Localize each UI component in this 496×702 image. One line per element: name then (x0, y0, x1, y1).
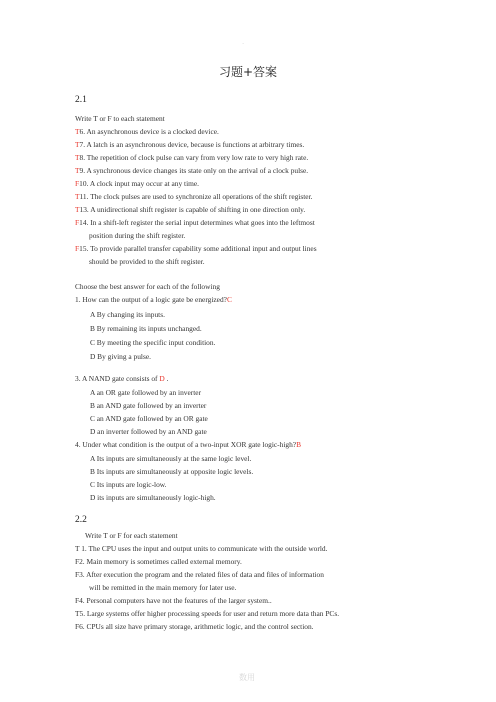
option-d: D By giving a pulse. (90, 352, 151, 361)
option-b: B an AND gate followed by an inverter (90, 401, 207, 410)
answer-mark: T (75, 166, 80, 175)
statement-text: A unidirectional shift register is capable of shifting in one direction only. (88, 205, 306, 214)
option-c: C By meeting the specific input condition. (90, 338, 216, 347)
statement-line: F2. Main memory is sometimes called external memory. (75, 557, 242, 566)
statement-text: A latch is an asynchronous device, because is functions at arbitrary times. (85, 140, 305, 149)
statement-line (75, 192, 312, 202)
statement-number: 14. (79, 218, 89, 227)
statement-line (75, 218, 315, 228)
statement-line: F3. After execution the program and the related files of data and files of information (75, 570, 324, 579)
question-text: 3. A NAND gate consists of (75, 374, 160, 383)
statement-continuation: should be provided to the shift register. (89, 257, 205, 266)
option-c: C an AND gate followed by an OR gate (90, 414, 208, 423)
statement-line: T5. Large systems offer higher processing speeds for user and return more data than PCs. (75, 609, 340, 618)
statement-text: A clock input may occur at any time. (88, 179, 199, 188)
question-text: 1. How can the output of a logic gate be energized? (75, 295, 227, 304)
statement-line: T 1. The CPU uses the input and output units to communicate with the outside world. (75, 544, 328, 553)
statement-text: An asynchronous device is a clocked device. (85, 127, 219, 136)
statement-number: 6. (79, 127, 86, 136)
question-4 (75, 440, 301, 450)
statement-number: 10. (79, 179, 89, 188)
answer-mark: D (159, 374, 165, 383)
statement-line: F4. Personal computers have not the features of the larger system.. (75, 596, 272, 605)
statement-number: 9. (79, 166, 86, 175)
answer-mark: F (75, 218, 80, 227)
option-d: D an inverter followed by an AND gate (90, 427, 207, 436)
question-3 (75, 374, 168, 384)
statement-line (75, 244, 317, 254)
answer-mark: F (75, 179, 80, 188)
option-a: A By changing its inputs. (90, 310, 165, 319)
statement-text: A synchronous device changes its state only on the arrival of a clock pulse. (85, 166, 309, 175)
statement-text: In a shift-left register the serial input determines what goes into the leftmost (88, 218, 315, 227)
section-2-1-instruction: Write T or F to each statement (75, 114, 165, 123)
header-mark: · (242, 40, 245, 48)
answer-mark: C (226, 295, 232, 304)
statement-number: 11. (79, 192, 89, 201)
section-2-1-heading: 2.1 (75, 95, 87, 105)
answer-mark: T (75, 140, 80, 149)
choose-instruction: Choose the best answer for each of the following (75, 282, 220, 291)
question-text-end: . (164, 374, 169, 383)
statement-text: To provide parallel transfer capability some additional input and output lines (88, 244, 317, 253)
option-b: B Its inputs are simultaneously at opposite logic levels. (90, 467, 254, 476)
statement-number: 15. (79, 244, 89, 253)
statement-number: 13. (79, 205, 89, 214)
option-a: A Its inputs are simultaneously at the same logic level. (90, 454, 252, 463)
answer-mark: T (75, 127, 80, 136)
answer-mark: T (75, 153, 80, 162)
statement-number: 7. (79, 140, 86, 149)
statement-line (75, 140, 304, 150)
statement-text: The repetition of clock pulse can vary from very low rate to very high rate. (85, 153, 309, 162)
question-1 (75, 295, 232, 305)
answer-mark: T (75, 192, 80, 201)
statement-line (75, 179, 199, 189)
footer-mark: 数用 (239, 673, 255, 682)
section-2-2-heading: 2.2 (75, 515, 87, 525)
statement-text: The clock pulses are used to synchronize all operations of the shift register. (88, 192, 313, 201)
answer-mark: T (75, 205, 80, 214)
statement-continuation: will be remitted in the main memory for later use. (89, 583, 237, 592)
statement-continuation: position during the shift register. (89, 231, 186, 240)
option-a: A an OR gate followed by an inverter (90, 388, 202, 397)
section-2-2-instruction: Write T or F for each statement (85, 531, 178, 540)
answer-mark: B (296, 440, 301, 449)
statement-number: 8. (79, 153, 86, 162)
option-c: C Its inputs are logic-low. (90, 480, 167, 489)
statement-line (75, 166, 308, 176)
statement-line (75, 205, 305, 215)
option-b: B By remaining its inputs unchanged. (90, 324, 202, 333)
option-d: D its inputs are simultaneously logic-high. (90, 493, 216, 502)
question-text: 4. Under what condition is the output of a two-input XOR gate logic-high? (75, 440, 297, 449)
statement-line: F6. CPUs all size have primary storage, arithmetic logic, and the control section. (75, 622, 314, 631)
statement-line (75, 127, 219, 137)
answer-mark: F (75, 244, 80, 253)
statement-line (75, 153, 308, 163)
page-title: 习题+答案 (218, 65, 278, 79)
